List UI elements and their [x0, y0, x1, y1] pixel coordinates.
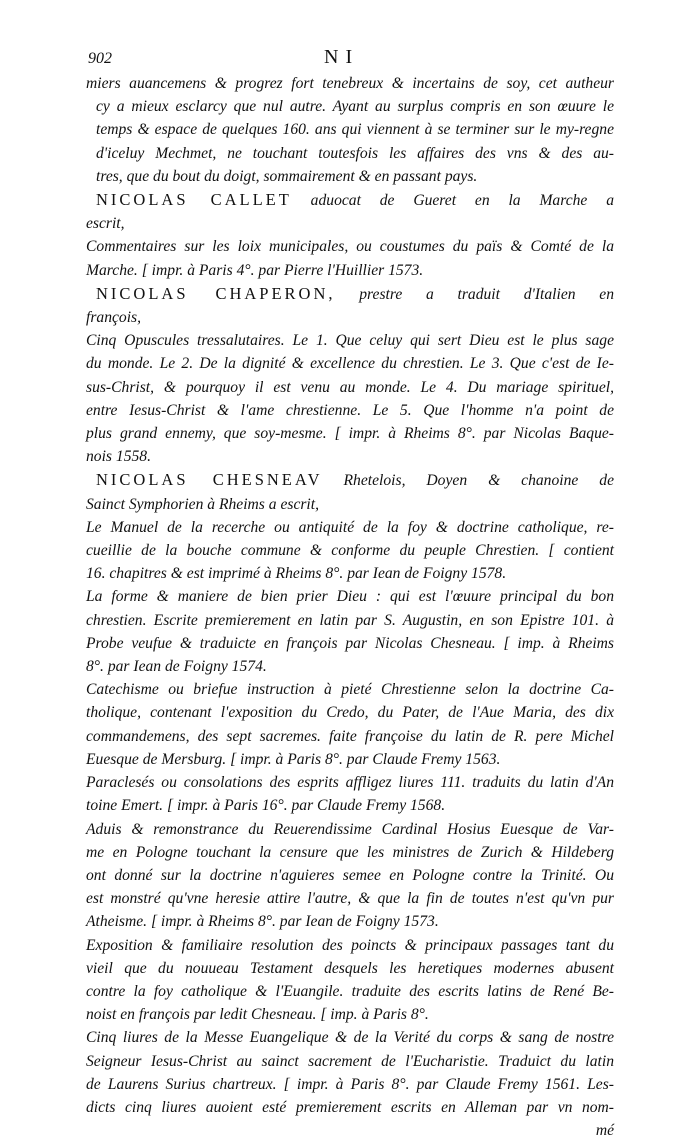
text-line: Aduis & remonstrance du Reuerendissime Cardinal Hosius Euesque de Var- — [86, 820, 614, 838]
text-line: chrestien. Escrite premierement en latin par S. Augustin, en son Epistre 101. à — [86, 611, 614, 629]
text-line: Paraclesés ou consolations des esprits affligez liures 111. traduits du latin d'An — [86, 774, 614, 792]
text-line: Atheisme. [ impr. à Rheims 8°. par Iean de Foigny 1573. — [86, 913, 439, 931]
text-line: Cinq Opuscules tressalutaires. Le 1. Que celuy qui sert Dieu est le plus sage — [86, 332, 614, 350]
text-line: temps & espace de quelques 160. ans qui viennent à se terminer sur le my-regne — [96, 121, 614, 139]
text-line: Exposition & familiaire resolution des poincts & principaux passages tant du — [86, 936, 614, 954]
text-line: tholique, contenant l'exposition du Credo, du Pater, de l'Aue Maria, des dix — [86, 704, 614, 722]
text-line: Commentaires sur les loix municipales, ou coustumes du païs & Comté de la — [86, 238, 614, 256]
text-line: Probe veufue & traduicte en françois par Nicolas Chesneau. [ imp. à Rheims — [86, 634, 614, 652]
page-number: 902 — [88, 50, 112, 67]
text-line: Catechisme ou briefue instruction à pieté Chrestienne selon la doctrine Ca- — [86, 681, 614, 699]
text-line: ont donné sur la doctrine n'aguieres semee en Pologne contre la Trinité. Ou — [86, 866, 614, 884]
text-line: miers auancemens & progrez fort tenebreux & incertains de soy, cet autheur — [86, 75, 614, 92]
author-heading — [86, 188, 614, 212]
author-description: prestre a traduit d'Italien en — [335, 285, 614, 303]
text-line: Cinq liures de la Messe Euangelique & de la Verité du corps & sang de nostre — [86, 1029, 614, 1047]
text-line: plus grand ennemy, que soy-mesme. [ impr. à Rheims 8°. par Nicolas Baque- — [86, 425, 614, 443]
text-line: 16. chapitres & est imprimé à Rheims 8°. par Iean de Foigny 1578. — [86, 565, 507, 583]
text-line: escrit, — [86, 215, 125, 233]
text-line: entre Iesus-Christ & l'ame chrestienne. Le 5. Que l'homme n'a point de — [86, 401, 614, 419]
text-line: cueillie de la bouche commune & conforme du peuple Chrestien. [ contient — [86, 542, 614, 560]
author-description: aduocat de Gueret en la Marche a — [291, 192, 615, 210]
author-name: NICOLAS CHESNEAV — [96, 470, 323, 490]
text-line: est monstré qu'vne heresie attire l'autre, & que la fin de toutes n'est qu'vn pur — [86, 890, 614, 908]
text-line: françois, — [86, 309, 142, 327]
author-name: NICOLAS CHAPERON, — [96, 283, 336, 303]
author-description: Rhetelois, Doyen & chanoine de — [322, 472, 614, 490]
text-line: vieil que du nouueau Testament desquels les heretiques modernes abusent — [86, 959, 614, 977]
text-line: contre la foy catholique & l'Euangile. traduite des escrits latins de René Be- — [86, 982, 614, 1000]
text-line: d'iceluy Mechmet, ne touchant toutesfois les affaires des vns & des au- — [96, 144, 614, 162]
text-line: sus-Christ, & pourquoy il est venu au monde. Le 4. Du mariage spirituel, — [86, 378, 614, 396]
text-line: toine Emert. [ impr. à Paris 16°. par Claude Fremy 1568. — [86, 797, 446, 815]
text-line: Sainct Symphorien à Rheims a escrit, — [86, 495, 320, 513]
catchword: mé — [595, 1122, 614, 1140]
author-name: NICOLAS CALLET — [96, 190, 292, 210]
author-heading — [86, 468, 614, 492]
text-line: noist en françois par ledit Chesneau. [ imp. à Paris 8°. — [86, 1006, 429, 1024]
author-heading — [86, 282, 614, 306]
text-line: commandemens, des sept sacremes. faite françoise du latin de R. pere Michel — [86, 727, 614, 745]
text-line: dicts cinq liures auoient esté premierement escrits en Alleman par vn nom- — [86, 1098, 614, 1116]
text-line: de Laurens Surius chartreux. [ impr. à Paris 8°. par Claude Fremy 1561. Les- — [86, 1075, 614, 1093]
text-line: La forme & maniere de bien prier Dieu : qui est l'œuure principal du bon — [86, 588, 614, 606]
text-line: cy a mieux esclarcy que nul autre. Ayant au surplus compris en son œuure le — [96, 98, 614, 116]
page-header — [0, 46, 696, 72]
text-line: du monde. Le 2. De la dignité & excellence du chrestien. Le 3. Que c'est de Ie- — [86, 355, 614, 373]
signature-mark: N I — [324, 46, 354, 68]
text-line: me en Pologne touchant la censure que les ministres de Zurich & Hildeberg — [86, 843, 614, 861]
text-line: Seigneur Iesus-Christ au sainct sacrement de l'Eucharistie. Traduict du latin — [86, 1052, 614, 1070]
text-line: 8°. par Iean de Foigny 1574. — [86, 658, 267, 676]
text-line: Le Manuel de la recerche ou antiquité de la foy & doctrine catholique, re- — [86, 518, 614, 536]
text-body — [86, 72, 614, 1142]
text-line: Euesque de Mersburg. [ impr. à Paris 8°. par Claude Fremy 1563. — [86, 750, 501, 768]
text-line: Marche. [ impr. à Paris 4°. par Pierre l'Huillier 1573. — [86, 261, 424, 279]
text-line: nois 1558. — [86, 448, 151, 466]
text-line: tres, que du bout du doigt, sommairement & en passant pays. — [96, 167, 478, 185]
